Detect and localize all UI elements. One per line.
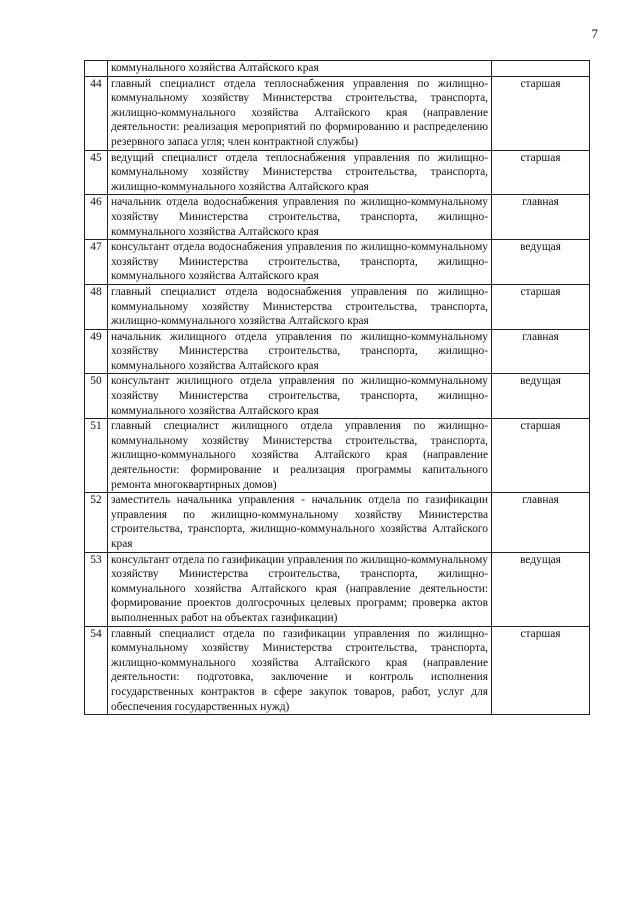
row-number: 51 — [85, 419, 108, 493]
table-row — [85, 374, 590, 419]
table-row — [85, 240, 590, 285]
position-title: консультант жилищного отдела управления по жилищно-коммунальному хозяйству Министерства строительства, транспорта, жилищно-коммунального хозяйства Алтайского края — [108, 374, 492, 419]
position-title: начальник отдела водоснабжения управления по жилищно-коммунальному хозяйству Министерства строительства, транспорта, жилищно-коммунального хозяйства Алтайского края — [108, 195, 492, 240]
table-row — [85, 626, 590, 715]
position-group: ведущая — [492, 374, 590, 419]
position-group: старшая — [492, 626, 590, 715]
table-row — [85, 419, 590, 493]
table-row — [85, 329, 590, 374]
position-title: главный специалист отдела водоснабжения управления по жилищно-коммунальному хозяйству Министерства строительства, транспорта, жилищно-коммунального хозяйства Алтайского края — [108, 284, 492, 329]
page-number: 7 — [591, 26, 598, 41]
position-group: старшая — [492, 419, 590, 493]
position-group: ведущая — [492, 552, 590, 626]
position-group: ведущая — [492, 240, 590, 285]
row-number: 47 — [85, 240, 108, 285]
position-group: главная — [492, 493, 590, 552]
table-row — [85, 284, 590, 329]
position-title: главный специалист жилищного отдела управления по жилищно-коммунальному хозяйству Министерства строительства, транспорта, жилищно-коммунального хозяйства Алтайского края (направление деятельности: формирование и реализация программы капитального ремонта многоквартирных домов) — [108, 419, 492, 493]
position-group: главная — [492, 195, 590, 240]
table-row — [85, 552, 590, 626]
position-group: старшая — [492, 150, 590, 195]
position-title: консультант отдела водоснабжения управления по жилищно-коммунальному хозяйству Министерства строительства, транспорта, жилищно-коммунального хозяйства Алтайского края — [108, 240, 492, 285]
row-number: 48 — [85, 284, 108, 329]
row-number: 50 — [85, 374, 108, 419]
positions-table — [84, 60, 590, 715]
position-title: начальник жилищного отдела управления по жилищно-коммунальному хозяйству Министерства строительства, транспорта, жилищно-коммунального хозяйства Алтайского края — [108, 329, 492, 374]
position-title: заместитель начальника управления - начальник отдела по газификации управления по жилищно-коммунальному хозяйству Министерства строительства, транспорта, жилищно-коммунального хозяйства Алтайского края — [108, 493, 492, 552]
row-number: 52 — [85, 493, 108, 552]
position-group — [492, 61, 590, 77]
position-title: главный специалист отдела теплоснабжения управления по жилищно-коммунальному хозяйству Министерства строительства, транспорта, жилищно-коммунального хозяйства Алтайского края (направление деятельности: реализация мероприятий по формированию и распределению резервного запаса угля; член контрактной службы) — [108, 76, 492, 150]
position-group: главная — [492, 329, 590, 374]
position-title: ведущий специалист отдела теплоснабжения управления по жилищно-коммунальному хозяйству Министерства строительства, транспорта, жилищно-коммунального хозяйства Алтайского края — [108, 150, 492, 195]
row-number: 54 — [85, 626, 108, 715]
position-group: старшая — [492, 76, 590, 150]
row-number — [85, 61, 108, 77]
table-row — [85, 61, 590, 77]
table-row — [85, 76, 590, 150]
row-number: 46 — [85, 195, 108, 240]
row-number: 53 — [85, 552, 108, 626]
row-number: 45 — [85, 150, 108, 195]
table-row — [85, 195, 590, 240]
position-title: главный специалист отдела по газификации управления по жилищно-коммунальному хозяйству Министерства строительства, транспорта, жилищно-коммунального хозяйства Алтайского края (направление деятельности: подготовка, заключение и контроль исполнения государственных контрактов в сфере закупок товаров, работ, услуг для обеспечения государственных нужд) — [108, 626, 492, 715]
row-number: 49 — [85, 329, 108, 374]
table-row — [85, 150, 590, 195]
position-title: коммунального хозяйства Алтайского края — [108, 61, 492, 77]
position-title: консультант отдела по газификации управления по жилищно-коммунальному хозяйству Министерства строительства, транспорта, жилищно-коммунального хозяйства Алтайского края (направление деятельности: формирование проектов долгосрочных целевых программ; проверка актов выполненных работ на объектах газификации) — [108, 552, 492, 626]
row-number: 44 — [85, 76, 108, 150]
table-row — [85, 493, 590, 552]
position-group: старшая — [492, 284, 590, 329]
